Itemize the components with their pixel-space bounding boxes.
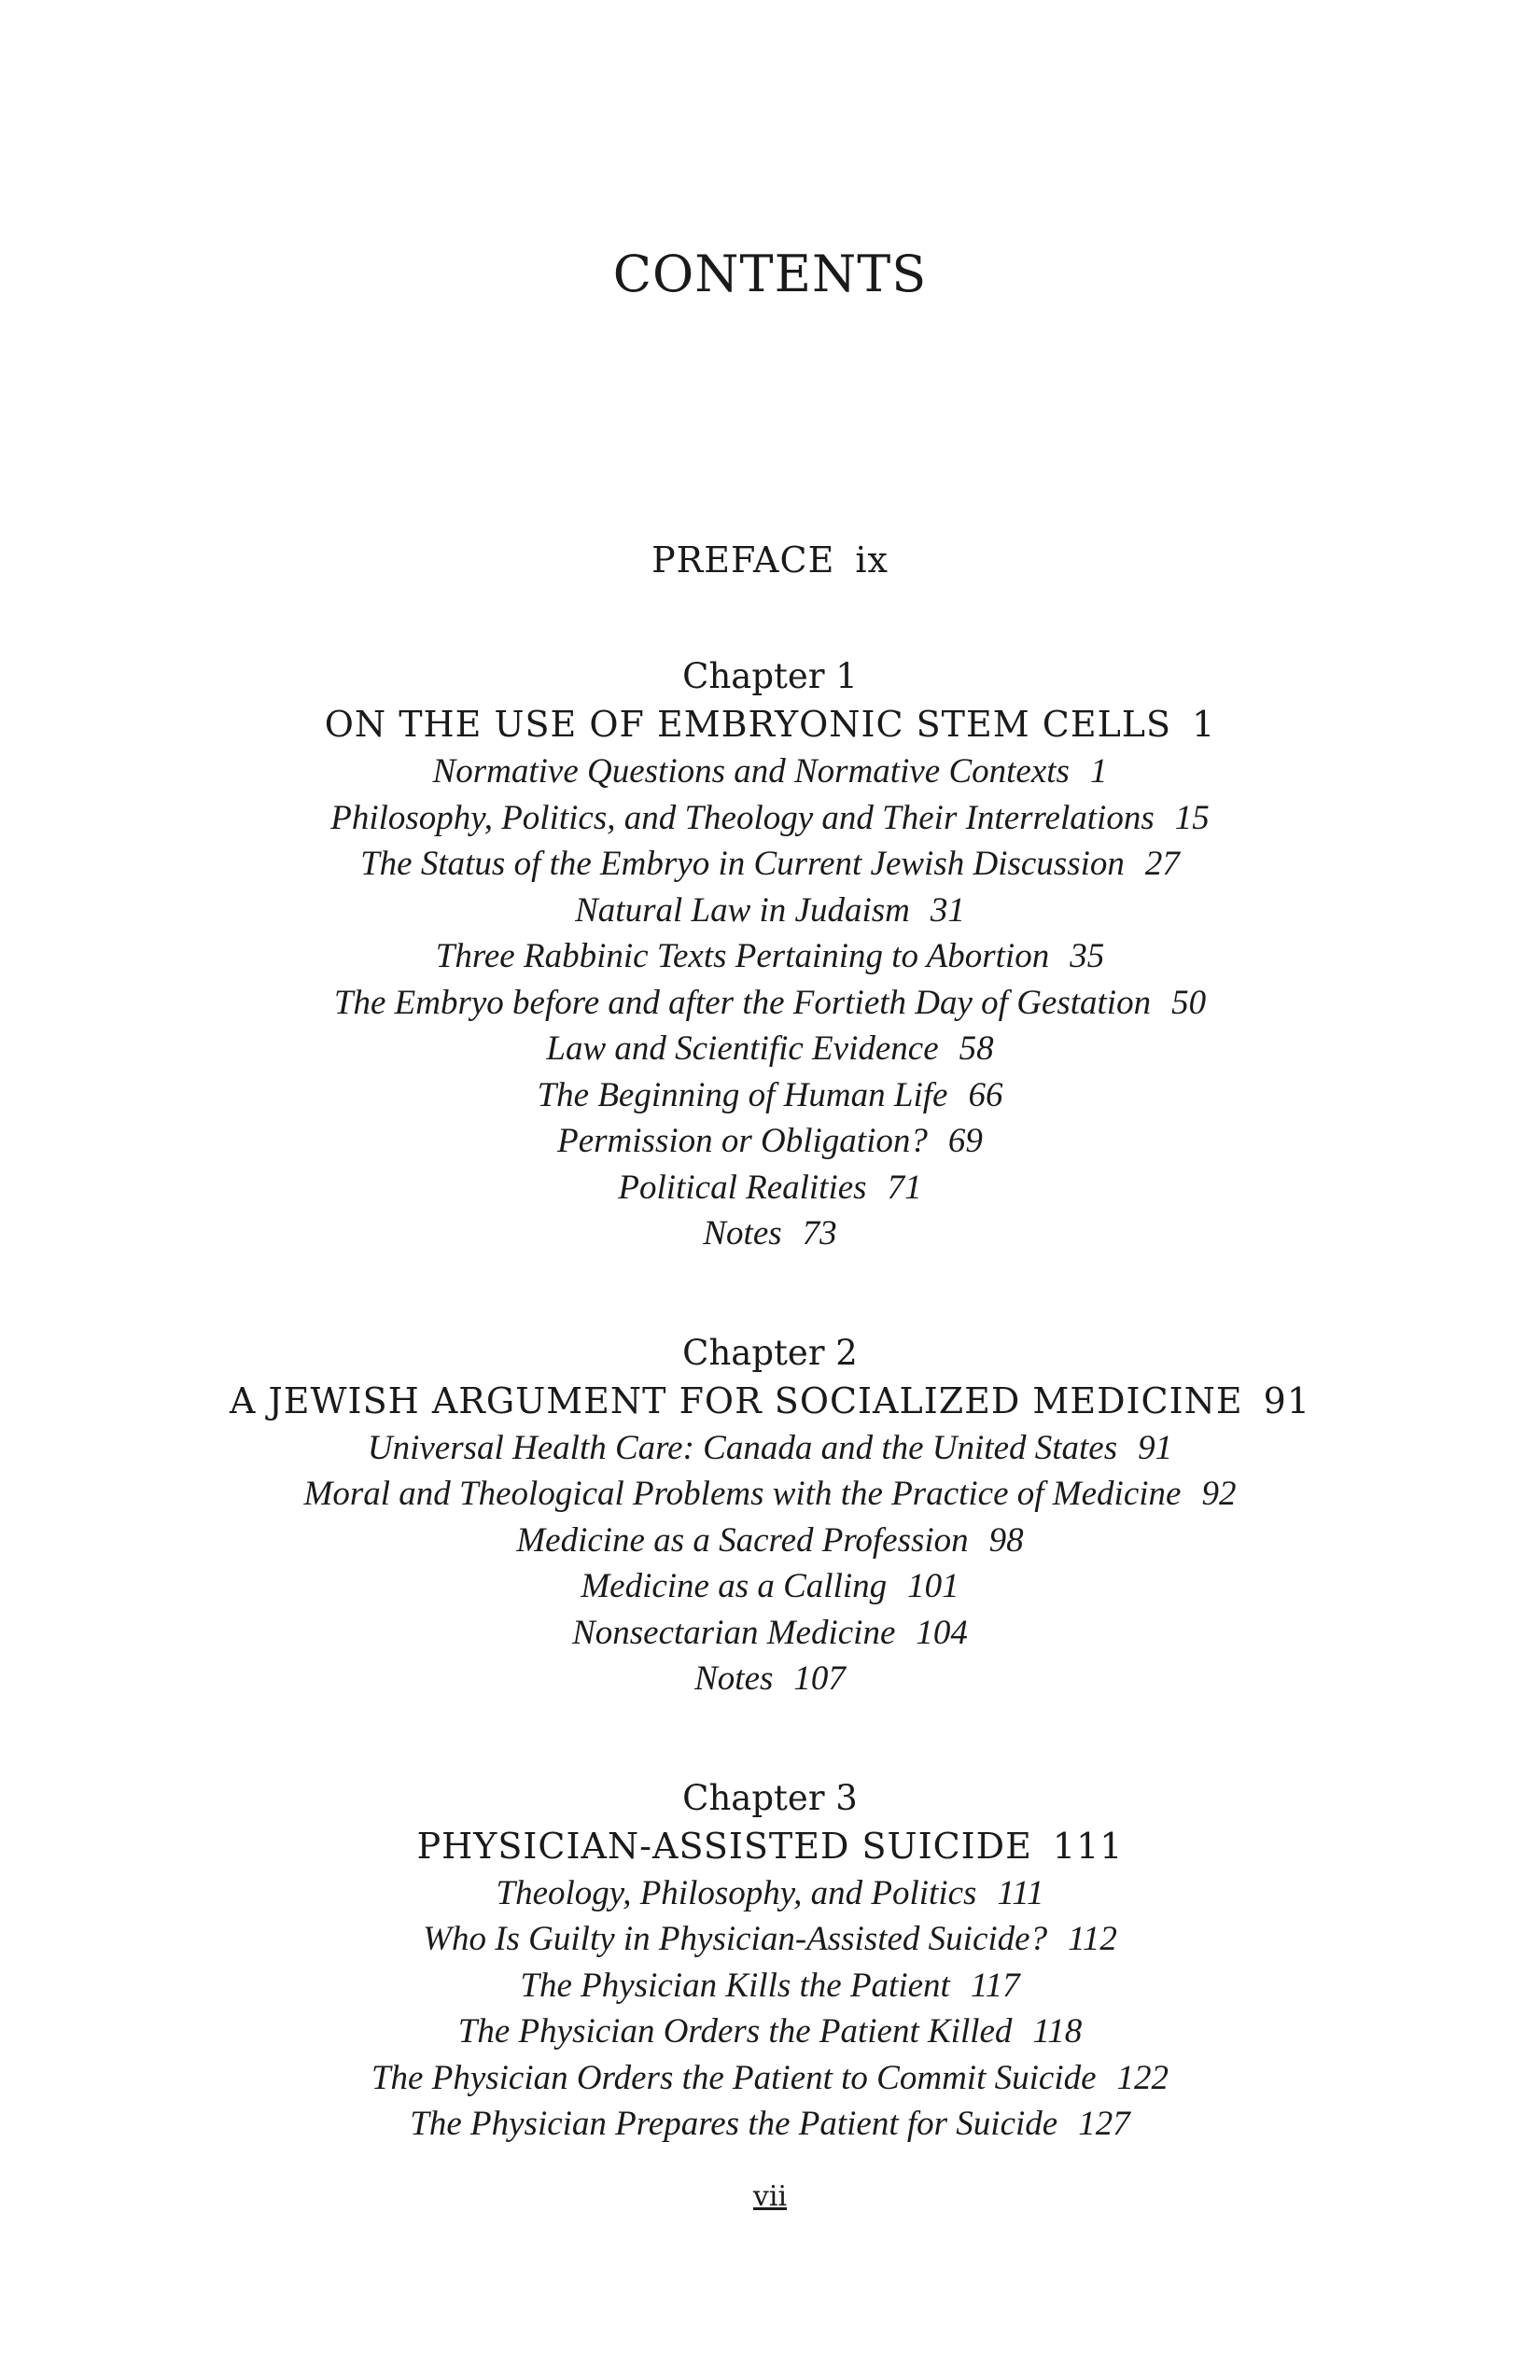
toc-entry — [0, 1165, 1540, 1211]
toc-entry-title: Medicine as a Sacred Profession — [516, 1520, 969, 1560]
toc-entry-title: Notes — [703, 1214, 782, 1253]
toc-entry-title: Law and Scientific Evidence — [546, 1029, 939, 1068]
toc-entry-page: 111 — [997, 1873, 1044, 1912]
chapter-title-entry — [0, 1377, 1540, 1425]
chapter-title: PHYSICIAN-ASSISTED SUICIDE — [416, 1825, 1032, 1867]
toc-entry-title: Medicine as a Calling — [581, 1567, 888, 1605]
chapter-title: A JEWISH ARGUMENT FOR SOCIALIZED MEDICINE — [230, 1379, 1243, 1421]
toc-entry-page: 122 — [1116, 2058, 1169, 2097]
toc-entry-title: Normative Questions and Normative Contexts — [432, 752, 1070, 791]
toc-entry-title: The Physician Orders the Patient to Commit Suicide — [371, 2058, 1097, 2097]
toc-entry-page: 91 — [1138, 1428, 1173, 1467]
toc-entry-page: 27 — [1144, 845, 1180, 883]
chapter-title-entry — [0, 1822, 1540, 1870]
page-folio: vii — [752, 2180, 788, 2213]
chapter-title-entry — [0, 700, 1540, 749]
chapter-label: Chapter 2 — [682, 1332, 858, 1373]
toc-entry — [0, 841, 1540, 888]
chapter-page-number: 91 — [1263, 1379, 1310, 1421]
preface-label: PREFACE — [651, 539, 835, 581]
toc-entry — [0, 795, 1540, 842]
chapter-label: Chapter 1 — [682, 656, 858, 696]
toc-entry — [0, 1610, 1540, 1657]
toc-entry-page: 73 — [802, 1214, 837, 1253]
toc-entry-page: 58 — [959, 1029, 994, 1068]
chapter-page-number: 1 — [1192, 704, 1216, 745]
toc-entry-title: Philosophy, Politics, and Theology and Their Interrelations — [330, 798, 1155, 837]
chapter-3 — [0, 1775, 1540, 2148]
page-title: CONTENTS — [612, 245, 928, 303]
chapter-label: Chapter 3 — [682, 1777, 858, 1818]
toc-entry — [0, 1563, 1540, 1610]
toc-entry-title: The Beginning of Human Life — [537, 1075, 948, 1114]
toc-entry-page: 66 — [968, 1075, 1003, 1114]
toc-entry-page: 35 — [1070, 937, 1105, 975]
toc-entry-page: 1 — [1089, 752, 1108, 791]
toc-entry — [0, 888, 1540, 934]
toc-entry-title: Who Is Guilty in Physician-Assisted Suicide? — [423, 1920, 1048, 1958]
toc-entry — [0, 1026, 1540, 1072]
preface-page-number: ix — [855, 539, 889, 581]
toc-entry — [0, 1072, 1540, 1119]
toc-entry — [0, 1211, 1540, 1257]
toc-entry-title: Moral and Theological Problems with the Practice of Medicine — [303, 1475, 1182, 1513]
chapter-page-number: 111 — [1052, 1825, 1124, 1867]
toc-entry-page: 118 — [1032, 2012, 1083, 2051]
toc-preface-entry — [0, 539, 1540, 581]
table-of-contents — [0, 653, 1540, 2220]
toc-entry — [0, 1425, 1540, 1472]
toc-entry — [0, 1118, 1540, 1165]
toc-entry-page: 112 — [1068, 1920, 1117, 1958]
toc-entry-page: 92 — [1201, 1475, 1237, 1513]
chapter-1 — [0, 653, 1540, 1257]
toc-entry-page: 69 — [947, 1122, 983, 1160]
toc-entry — [0, 2009, 1540, 2055]
toc-entry-title: Universal Health Care: Canada and the United States — [367, 1428, 1118, 1467]
toc-entry-title: Theology, Philosophy, and Politics — [496, 1873, 977, 1912]
toc-entry-page: 127 — [1078, 2105, 1130, 2143]
toc-entry-page: 98 — [988, 1520, 1024, 1560]
toc-entry — [0, 980, 1540, 1027]
toc-entry — [0, 749, 1540, 795]
toc-entry-title: The Physician Prepares the Patient for Suicide — [410, 2105, 1058, 2143]
toc-entry — [0, 1916, 1540, 1963]
toc-entry-title: Permission or Obligation? — [557, 1122, 928, 1160]
toc-entry-page: 31 — [930, 890, 965, 930]
toc-entry-title: The Status of the Embryo in Current Jewish Discussion — [360, 845, 1125, 883]
toc-entry-title: Nonsectarian Medicine — [572, 1613, 896, 1652]
toc-entry — [0, 1656, 1540, 1702]
toc-entry-page: 117 — [970, 1966, 1020, 2005]
toc-entry-title: Three Rabbinic Texts Pertaining to Abortion — [435, 937, 1050, 975]
toc-entry-page: 104 — [916, 1613, 968, 1652]
toc-entry-page: 15 — [1174, 798, 1210, 837]
chapter-title: ON THE USE OF EMBRYONIC STEM CELLS — [324, 704, 1172, 745]
toc-entry-title: Political Realities — [618, 1168, 867, 1207]
toc-entry — [0, 1963, 1540, 2009]
toc-entry-page: 71 — [887, 1168, 922, 1207]
toc-entry — [0, 1870, 1540, 1917]
toc-entry — [0, 933, 1540, 980]
toc-entry — [0, 2055, 1540, 2102]
toc-entry — [0, 1518, 1540, 1564]
toc-entry — [0, 1471, 1540, 1518]
toc-entry-page: 50 — [1171, 983, 1207, 1022]
toc-entry-title: Natural Law in Judaism — [575, 890, 910, 930]
toc-entry-title: The Embryo before and after the Fortieth Day of Gestation — [333, 983, 1152, 1022]
toc-entry-title: The Physician Kills the Patient — [520, 1966, 950, 2005]
chapter-2 — [0, 1330, 1540, 1702]
toc-entry-title: Notes — [694, 1659, 774, 1698]
toc-entry — [0, 2101, 1540, 2148]
toc-entry-page: 107 — [793, 1659, 846, 1698]
toc-entry-title: The Physician Orders the Patient Killed — [457, 2012, 1013, 2051]
toc-entry-page: 101 — [907, 1567, 959, 1605]
